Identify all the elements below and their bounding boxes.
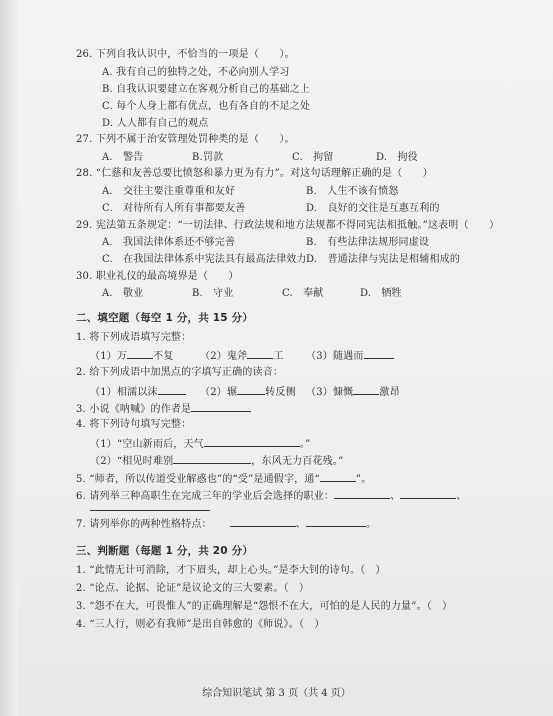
answer-blank[interactable]: [353, 384, 379, 395]
q29-option-a: A. 我国法律体系还不够完善: [102, 237, 236, 248]
answer-blank[interactable]: [191, 401, 251, 412]
q27-option-d: D. 拘役: [376, 152, 418, 163]
q26-option-a: A. 我有自己的独特之处，不必向别人学习: [102, 67, 290, 78]
q28-option-c: C. 对待所有人所有事都要友善: [102, 203, 246, 214]
fill-q4-item2: （2）“相见时难别 ，东风无力百花残。”: [90, 453, 343, 468]
q28-option-d: D. 良好的交往是互惠互利的: [306, 203, 440, 214]
q28-stem: 28. “仁慈和友善总要比愤怒和暴力更为有力”。对这句话理解正确的是（ ）: [76, 168, 433, 179]
section-true-false-title: 三、判断题（每题 1 分，共 20 分）: [76, 545, 254, 557]
page-footer: 综合知识笔试 第 3 页（共 4 页）: [202, 688, 351, 699]
answer-blank[interactable]: [400, 488, 456, 499]
fill-q2-item2: （2）辗 转反侧: [200, 384, 296, 399]
q27-option-b: B.罚款: [192, 152, 224, 163]
q27-option-a: A. 警告: [102, 152, 144, 163]
q29-option-c: C. 在我国法律体系中宪法具有最高法律效力: [102, 254, 307, 265]
fill-q2-item1: （1）相濡以沫: [90, 384, 186, 399]
q30-option-b: B. 守业: [192, 288, 234, 299]
answer-blank[interactable]: [320, 471, 356, 482]
fill-q4-stem: 4. 将下列诗句填写完整：: [76, 419, 192, 430]
fill-q3: 3. 小说《呐喊》的作者是: [76, 401, 251, 416]
judge-q4: 4. “三人行，则必有我师”是出自韩愈的《师说》。（ ）: [76, 619, 325, 630]
judge-q3: 3. “怨不在大，可畏惟人”的正确理解是“怨恨不在大，可怕的是人民的力量”。（ ）: [76, 601, 453, 612]
q30-option-a: A. 敬业: [102, 288, 144, 299]
fill-q2-item3: （3）慷慨 激昂: [306, 384, 400, 399]
answer-blank[interactable]: [306, 516, 366, 527]
fill-q7: 7. 请列举你的两种性格特点： 、 。: [76, 516, 376, 531]
fill-q1-item1: （1）万 不复: [90, 348, 174, 363]
answer-blank[interactable]: [204, 436, 300, 447]
q30-option-c: C. 奉献: [282, 288, 324, 299]
answer-blank[interactable]: [247, 348, 273, 359]
q30-stem: 30. 职业礼仪的最高境界是（ ）: [76, 271, 239, 282]
answer-blank[interactable]: [158, 384, 186, 395]
answer-blank[interactable]: [334, 488, 390, 499]
judge-q1: 1. “此情无计可消除，才下眉头，却上心头。”是李大钊的诗句。（ ）: [76, 565, 386, 576]
q26-stem: 26. 下列自我认识中，不恰当的一项是（ ）。: [76, 49, 295, 60]
q26-option-c: C. 每个人身上都有优点，也有各自的不足之处: [102, 101, 311, 112]
answer-blank[interactable]: [230, 516, 296, 527]
q29-stem: 29. 宪法第五条规定：“一切法律、行政法规和地方法规都不得同宪法相抵触。”这表明（ ）: [76, 220, 500, 231]
q27-stem: 27. 下列不属于治安管理处罚种类的是（ ）。: [76, 134, 295, 145]
fill-q2-stem: 2. 给下列成语中加黑点的字填写正确的读音：: [76, 367, 284, 378]
q28-option-a: A. 交往主要注重尊重和友好: [102, 186, 236, 197]
answer-blank[interactable]: [90, 500, 210, 511]
section-fill-in-title: 二、填空题（每空 1 分，共 15 分）: [76, 312, 254, 324]
q30-option-d: D. 牺牲: [360, 288, 402, 299]
answer-blank[interactable]: [173, 453, 251, 464]
answer-blank[interactable]: [364, 348, 394, 359]
q29-option-b: B. 有些法律法规形同虚设: [306, 237, 430, 248]
q28-option-b: B. 人生不该有愤怒: [306, 186, 399, 197]
fill-q6: 6. 请列举三种高职生在完成三年的学业后会选择的职业： 、 、: [76, 488, 467, 503]
fill-q5: 5. “师者，所以传道受业解惑也”的“受”是通假字，通“ ”。: [76, 471, 371, 486]
fill-q6-line2: [90, 500, 210, 515]
q27-option-c: C. 拘留: [292, 152, 334, 163]
fill-q1-stem: 1. 将下列成语填写完整：: [76, 332, 192, 343]
scan-edge-shadow: [0, 0, 18, 716]
judge-q2: 2. “论点、论据、论证”是议论文的三大要素。（ ）: [76, 583, 310, 594]
q26-option-b: B. 自我认识要建立在客观分析自己的基础之上: [102, 84, 311, 95]
fill-q1-item2: （2）鬼斧 工: [200, 348, 284, 363]
fill-q4-item1: （1）“空山新雨后，天气 。”: [90, 436, 310, 451]
fill-q1-item3: （3）随遇而: [306, 348, 394, 363]
answer-blank[interactable]: [127, 348, 153, 359]
answer-blank[interactable]: [237, 384, 265, 395]
q29-option-d: D. 普通法律与宪法是相辅相成的: [306, 254, 461, 265]
q26-option-d: D. 人人都有自己的观点: [102, 118, 209, 129]
